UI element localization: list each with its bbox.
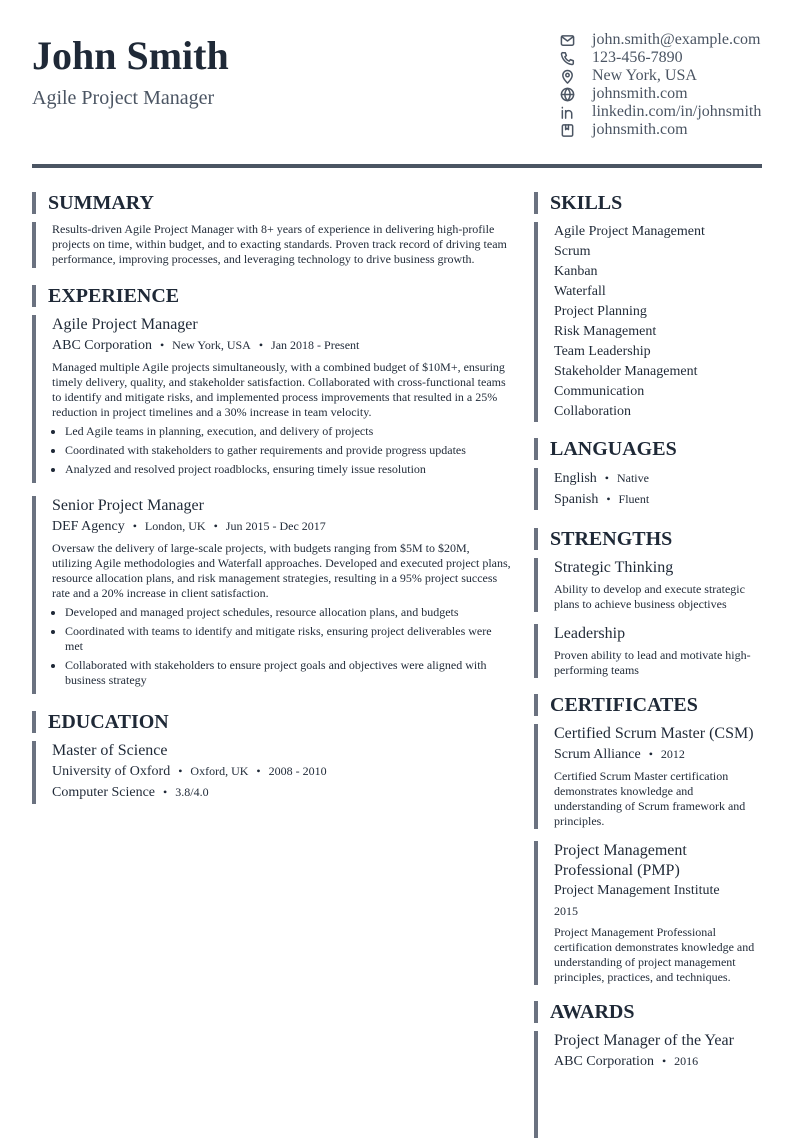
strength-item xyxy=(534,558,762,612)
experience-item xyxy=(32,315,512,483)
job-dates: Jan 2018 - Present xyxy=(271,338,360,352)
award-item xyxy=(534,1031,762,1138)
job-description: Managed multiple Agile projects simultaneously, with a combined budget of $10M+, ensuring timely delivery, quality, and stakeholder satisfaction. Collaborated with cross-functional teams to identify and mitigate risks, and implemented process improvements that resulted in a 25% reduction in project timelines and a 30% increase in team velocity. xyxy=(52,360,506,419)
left-column xyxy=(32,192,512,804)
skill-item: Scrum xyxy=(554,244,591,259)
experience-item xyxy=(32,496,512,694)
contact-portfolio[interactable] xyxy=(558,121,788,139)
award-meta: ABC Corporation • 2016 xyxy=(554,1054,699,1069)
job-bullet: • Coordinated with teams to identify and mitigate risks, ensuring project deliverables were met xyxy=(65,624,512,654)
contact-list xyxy=(558,31,788,139)
strength-description: Proven ability to lead and motivate high-performing teams xyxy=(554,648,751,677)
job-title: Agile Project Manager xyxy=(52,316,198,333)
experience-heading: EXPERIENCE xyxy=(32,285,512,307)
job-bullets xyxy=(52,424,512,477)
contact-phone-text: 123-456-7890 xyxy=(592,49,683,66)
skill-item: Kanban xyxy=(554,264,598,279)
job-bullet: • Led Agile teams in planning, execution, and delivery of projects xyxy=(65,424,512,439)
job-dates: Jun 2015 - Dec 2017 xyxy=(225,519,326,533)
header-divider xyxy=(32,164,762,168)
job-meta: DEF Agency • London, UK • Jun 2015 - Dec 2017 xyxy=(52,519,326,534)
certificate-description: Certified Scrum Master certification demonstrates knowledge and understanding of Scrum framework and principles. xyxy=(554,769,746,828)
award-year: 2016 xyxy=(674,1054,699,1068)
skill-item: Team Leadership xyxy=(554,344,651,359)
contact-portfolio-text: johnsmith.com xyxy=(592,121,688,138)
contact-linkedin-text: linkedin.com/in/johnsmith xyxy=(592,103,762,120)
skill-item: Stakeholder Management xyxy=(554,364,698,379)
degree: Master of Science xyxy=(52,742,168,759)
strength-title: Leadership xyxy=(554,625,626,642)
contact-website[interactable] xyxy=(558,85,788,103)
job-bullets xyxy=(52,605,512,688)
job-company: ABC Corporation xyxy=(52,338,152,353)
job-bullet: • Collaborated with stakeholders to ensure project goals and objectives were aligned with business strategy xyxy=(65,658,512,688)
certificate-year: 2012 xyxy=(660,747,685,761)
certificate-year: 2015 xyxy=(554,904,578,918)
language-name: English xyxy=(554,471,597,486)
certificate-item xyxy=(534,724,762,829)
strength-description: Ability to develop and execute strategic plans to achieve business objectives xyxy=(554,582,745,611)
certificate-title: Project Management Professional (PMP) xyxy=(554,842,687,879)
certificate-description: Project Management Professional certification demonstrates knowledge and understanding of project management principles, practices, and techniques. xyxy=(554,925,755,984)
globe-icon xyxy=(558,85,576,103)
language-level: Native xyxy=(616,471,649,485)
contact-website-text: johnsmith.com xyxy=(592,85,688,102)
awards-heading: AWARDS xyxy=(534,1001,762,1023)
job-bullet: • Developed and managed project schedules, resource allocation plans, and budgets xyxy=(65,605,512,620)
bookmark-icon xyxy=(558,121,576,139)
gpa: 3.8/4.0 xyxy=(175,785,209,799)
summary-text: Results-driven Agile Project Manager with 8+ years of experience in delivering high-profile projects on time, within budget, and to exacting standards. Proven track record of driving team performance, improving processes, and leveraging technology to drive business growth. xyxy=(32,222,512,268)
skills-list xyxy=(534,222,762,422)
strength-item xyxy=(534,624,762,678)
job-bullet: • Analyzed and resolved project roadblocks, ensuring timely issue resolution xyxy=(65,462,512,477)
skill-item: Risk Management xyxy=(554,324,657,339)
certificate-item xyxy=(534,841,762,985)
certificate-title: Certified Scrum Master (CSM) xyxy=(554,725,754,742)
education-field-row: Computer Science • 3.8/4.0 xyxy=(52,785,209,800)
linkedin-icon xyxy=(558,103,576,121)
skill-item: Waterfall xyxy=(554,284,606,299)
certificate-issuer: Scrum Alliance xyxy=(554,747,641,762)
contact-phone[interactable] xyxy=(558,49,788,67)
candidate-title: Agile Project Manager xyxy=(32,87,215,109)
skill-item: Agile Project Management xyxy=(554,224,705,239)
skill-item: Collaboration xyxy=(554,404,631,419)
award-title: Project Manager of the Year xyxy=(554,1032,734,1049)
contact-email-text: john.smith@example.com xyxy=(592,31,761,48)
education-heading: EDUCATION xyxy=(32,711,512,733)
education-meta: University of Oxford • Oxford, UK • 2008 - 2010 xyxy=(52,764,327,779)
certificate-meta: Scrum Alliance • 2012 xyxy=(554,747,685,762)
language-item: Spanish • Fluent xyxy=(554,492,650,507)
summary-heading: SUMMARY xyxy=(32,192,512,214)
languages-heading: LANGUAGES xyxy=(534,438,762,460)
contact-location xyxy=(558,67,788,85)
language-level: Fluent xyxy=(618,492,650,506)
strength-title: Strategic Thinking xyxy=(554,559,674,576)
contact-email[interactable] xyxy=(558,31,788,49)
skills-heading: SKILLS xyxy=(534,192,762,214)
job-location: London, UK xyxy=(144,519,206,533)
award-issuer: ABC Corporation xyxy=(554,1054,654,1069)
skill-item: Project Planning xyxy=(554,304,647,319)
candidate-name: John Smith xyxy=(32,33,229,78)
job-title: Senior Project Manager xyxy=(52,497,204,514)
education-item xyxy=(32,741,512,804)
strengths-heading: STRENGTHS xyxy=(534,528,762,550)
certificate-issuer: Project Management Institute xyxy=(554,883,720,898)
contact-linkedin[interactable] xyxy=(558,103,788,121)
job-bullet: • Coordinated with stakeholders to gather requirements and provide progress updates xyxy=(65,443,512,458)
language-name: Spanish xyxy=(554,492,599,507)
school-name: University of Oxford xyxy=(52,764,171,779)
phone-icon xyxy=(558,49,576,67)
skill-item: Communication xyxy=(554,384,645,399)
job-location: New York, USA xyxy=(172,338,251,352)
contact-location-text: New York, USA xyxy=(592,67,697,84)
location-pin-icon xyxy=(558,67,576,85)
school-location: Oxford, UK xyxy=(190,764,249,778)
job-company: DEF Agency xyxy=(52,519,125,534)
job-description: Oversaw the delivery of large-scale projects, with budgets ranging from $5M to $20M, utilizing Agile methodologies and Waterfall approaches. Developed and executed project plans, resource allocation plans, and risk management strategies, resulting in a 95% project success rate and a 20% increase in client satisfaction. xyxy=(52,541,511,600)
right-column xyxy=(534,192,762,1138)
languages-list xyxy=(534,468,762,510)
job-meta: ABC Corporation • New York, USA • Jan 2018 - Present xyxy=(52,338,360,353)
field-of-study: Computer Science xyxy=(52,785,156,800)
certificates-heading: CERTIFICATES xyxy=(534,694,762,716)
mail-icon xyxy=(558,31,576,49)
language-item: English • Native xyxy=(554,471,649,486)
education-dates: 2008 - 2010 xyxy=(268,764,327,778)
